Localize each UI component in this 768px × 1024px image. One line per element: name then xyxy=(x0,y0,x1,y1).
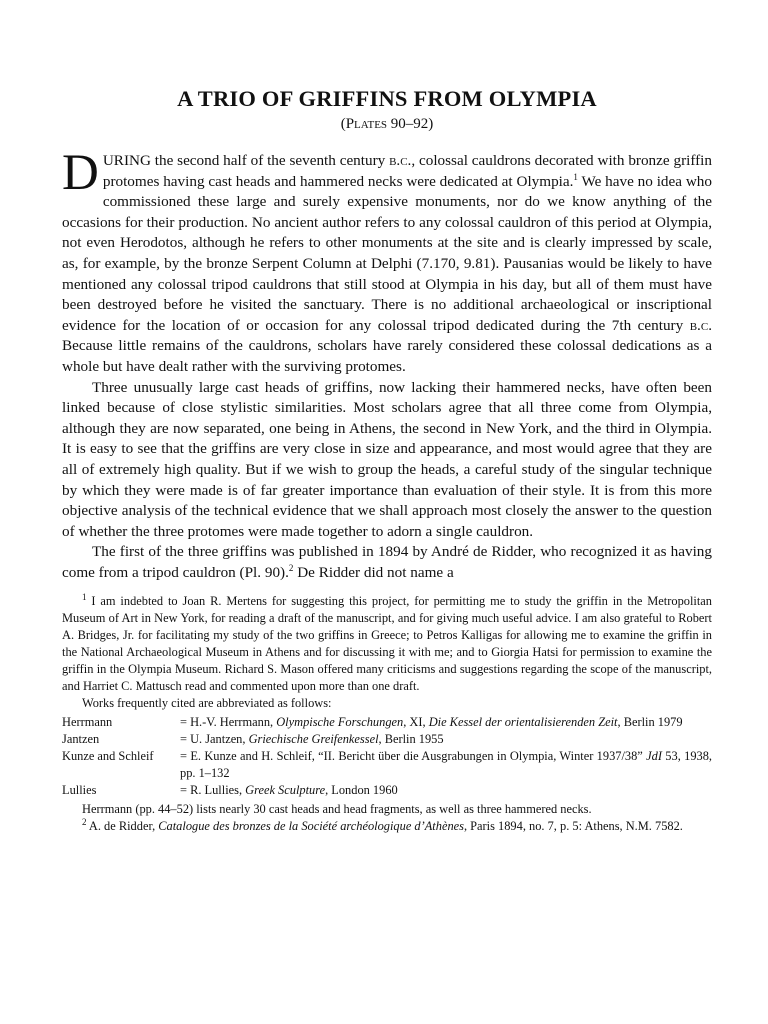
p1-text-a: URING the second half of the seventh century xyxy=(102,152,390,169)
abbreviation-row xyxy=(62,748,712,782)
footnote-1-number: 1 xyxy=(82,592,87,603)
herrmann-note: Herrmann (pp. 44–52) lists nearly 30 cast heads and head fragments, as well as three hammered necks. xyxy=(82,802,592,817)
bc-abbrev-2: b.c. xyxy=(689,316,712,334)
footnote-2-text: A. de Ridder, xyxy=(86,819,159,834)
p1-text-d: Because little remains of the cauldrons, scholars have rarely considered these colossal dedications as a whole but have dealt rather with the surviving protomes. xyxy=(62,337,712,375)
ref-text: , Berlin 1955 xyxy=(378,732,444,747)
footnote-ref-1[interactable]: 1 xyxy=(573,171,578,182)
footnote-2-italic: Catalogue des bronzes de la Société archéologique d’Athènes xyxy=(158,819,464,834)
abbreviation-key: Herrmann xyxy=(62,715,113,730)
ref-text: = R. Lullies, xyxy=(180,783,246,798)
footnote-2 xyxy=(62,818,712,835)
works-intro: Works frequently cited are abbreviated as follows: xyxy=(82,696,332,711)
p3-text-a: The first of the three griffins was published in 1894 by André de Ridder, who recognized it as having come from a tripod cauldron (Pl. 90). xyxy=(62,543,712,581)
article-page xyxy=(62,86,712,835)
paragraph-2: Three unusually large cast heads of griffins, now lacking their hammered necks, have often been linked because of close stylistic similarities. Most scholars agree that all three come from Olympia, although they are now separated, one being in Athens, the second in New York, and the third in Olympia. It is easy to see that the griffins are very close in size and appearance, and most would agree that they are all of extremely high quality. But if we wish to group the heads, a careful study of the singular technique by which they were made is of far greater importance than evaluation of their style. It is from this more objective analysis of the technical evidence that we shall approach most closely the answer to the question of whether the three protomes were made together to adorn a single cauldron. xyxy=(62,378,712,540)
abbreviation-key: Kunze and Schleif xyxy=(62,749,154,764)
abbreviation-value xyxy=(180,731,712,748)
ref-italic: Griechische Greifenkessel xyxy=(248,732,379,747)
abbreviation-key: Lullies xyxy=(62,783,97,798)
p1-text-b: , colossal cauldrons decorated with bronze griffin protomes having cast heads and hammered necks were dedicated at Olympia. xyxy=(102,152,712,190)
abbreviations-table xyxy=(62,714,712,799)
abbreviation-value xyxy=(180,782,712,799)
ref-text: = E. Kunze and H. Schleif, “II. Bericht über die Ausgrabungen in Olympia, Winter 1937/38” xyxy=(180,749,647,764)
footnote-ref-2[interactable]: 2 xyxy=(288,562,294,573)
abbreviation-value xyxy=(180,748,712,782)
paragraph-1 xyxy=(62,145,712,378)
footnote-1-text: I am indebted to Joan R. Mertens for suggesting this project, for permitting me to study the griffin in the Metropolitan Museum of Art in New York, for reading a draft of the manuscript, and for giving much useful advice. I am also grateful to Robert A. Bridges, Jr. for facilitating my study of the two griffins in Greece; to Petros Kalligas for allowing me to examine the griffin in the National Archaeological Museum in Athens and for discussing it with me; and to Giorgia Hatsi for permission to examine the griffin in the Olympia Museum. Richard S. Mason offered many criticisms and suggestions regarding the scope of the manuscript, and Harriet C. Mattusch read and commented upon more than one draft. xyxy=(62,594,712,694)
p1-text-c: We have no idea who commissioned these large and surely expensive monuments, nor do we know anything of the occasions for their production. No ancient author refers to any colossal cauldron of this period at Olympia, not even Herodotos, although he refers to other monuments at the site and is clearly impressed by scale, as, for example, by the bronze Serpent Column at Delphi (7.170, 9.81). Pausanias would be likely to have mentioned any colossal tripod cauldrons that still stood at Olympia in his day, but all of them must have been destroyed before he visited the sanctuary. There is no additional archaeological or inscriptional evidence for the location of or occasion for any colossal tripod dedicated during the 7th century xyxy=(62,172,712,334)
abbreviation-row xyxy=(62,731,712,748)
footnote-2-number: 2 xyxy=(82,817,87,828)
ref-italic: Greek Sculpture xyxy=(245,783,326,798)
p3-text-b: De Ridder did not name a xyxy=(293,563,454,581)
ref-italic: Olympische Forschungen xyxy=(276,715,404,730)
abbreviation-row xyxy=(62,714,712,731)
ref-text: 53, 1938, pp. 1–132 xyxy=(180,749,713,781)
article-title: A TRIO OF GRIFFINS FROM OLYMPIA xyxy=(177,86,597,111)
drop-cap: D xyxy=(62,145,99,201)
ref-italic: JdI xyxy=(646,749,662,764)
abbreviation-key: Jantzen xyxy=(62,732,100,747)
ref-text: , London 1960 xyxy=(325,783,398,798)
footnotes xyxy=(62,593,712,835)
ref-text: , XI, xyxy=(403,715,429,730)
ref-italic: Die Kessel der orientalisierenden Zeit xyxy=(428,715,618,730)
plates-reference: (Plates 90–92) xyxy=(340,116,434,132)
footnote-1 xyxy=(62,593,712,695)
ref-text: = H.-V. Herrmann, xyxy=(180,715,277,730)
bc-abbrev-1: b.c. xyxy=(389,152,412,169)
ref-text: , Berlin 1979 xyxy=(617,715,683,730)
paragraph-3 xyxy=(62,542,712,583)
abbreviation-row xyxy=(62,782,712,799)
ref-text: = U. Jantzen, xyxy=(180,732,249,747)
article-body xyxy=(62,145,712,583)
footnote-2-tail: , Paris 1894, no. 7, p. 5: Athens, N.M. 7582. xyxy=(463,819,683,834)
abbreviation-value xyxy=(180,714,712,731)
